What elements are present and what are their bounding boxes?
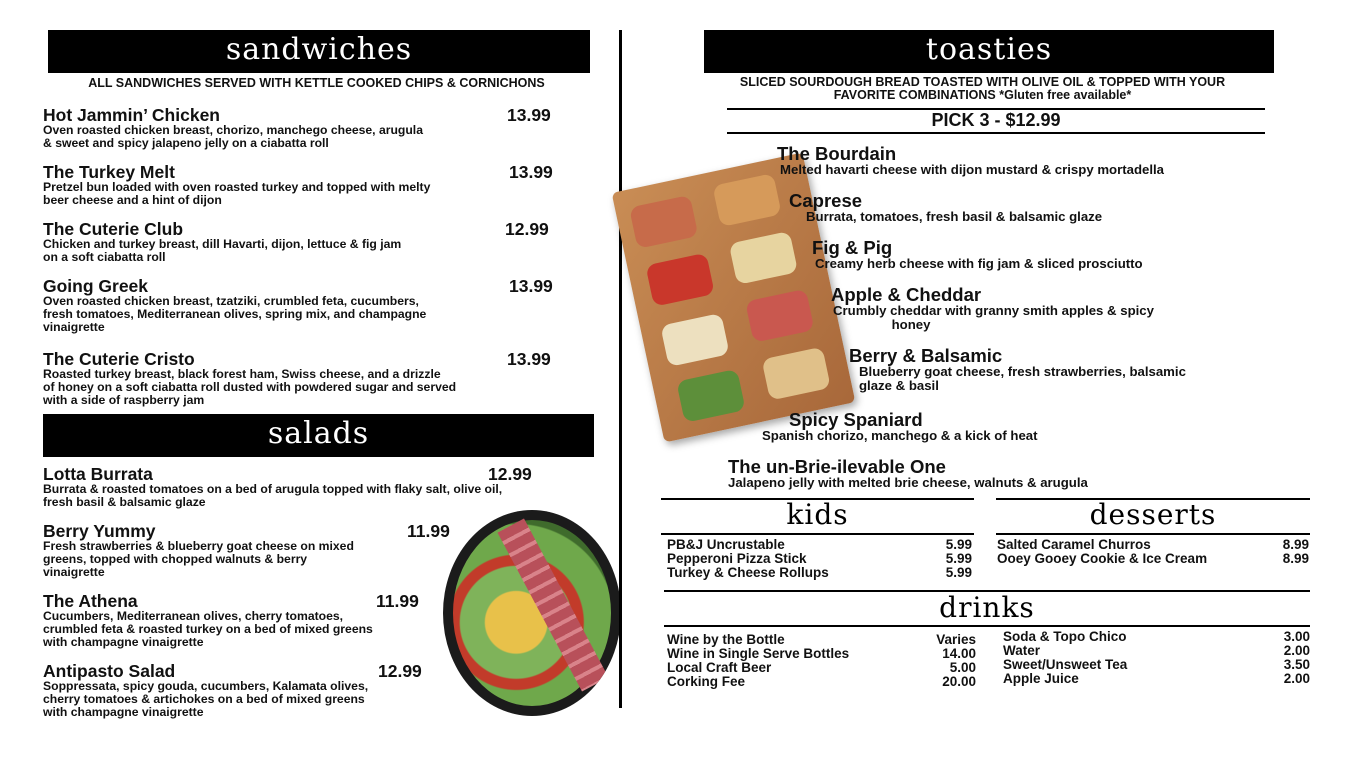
kids-bottom-rule	[661, 533, 974, 535]
item-name: Pepperoni Pizza Stick	[667, 551, 807, 566]
item-price: 8.99	[1282, 551, 1309, 566]
list-item	[1003, 644, 1310, 658]
item-name: The Cuterie Cristo	[43, 349, 195, 369]
desserts-title: desserts	[1089, 498, 1217, 531]
item-price: Varies	[936, 632, 976, 647]
item-price: 3.50	[1283, 657, 1310, 672]
column-divider	[619, 30, 622, 708]
sandwiches-subtitle: ALL SANDWICHES SERVED WITH KETTLE COOKED CHIPS & CORNICHONS	[88, 76, 545, 90]
item-price: 11.99	[376, 591, 419, 611]
list-item	[667, 566, 972, 580]
item-price: 13.99	[507, 105, 551, 125]
item-name: PB&J Uncrustable	[667, 537, 785, 552]
menu-item-salad	[43, 522, 463, 579]
item-name: Ooey Gooey Cookie & Ice Cream	[997, 551, 1208, 566]
list-item	[1003, 658, 1310, 672]
item-name: Going Greek	[43, 276, 149, 296]
item-name: The Athena	[43, 591, 138, 611]
list-item	[667, 675, 976, 689]
toastie-name: Apple & Cheddar	[831, 284, 982, 305]
list-item	[997, 552, 1309, 566]
toastie-description: Crumbly cheddar with granny smith apples & spicy honey	[833, 303, 1154, 332]
menu-item-salad	[43, 662, 463, 719]
sandwiches-banner	[48, 30, 590, 73]
kids-title: kids	[786, 498, 849, 531]
item-name: The Turkey Melt	[43, 162, 175, 182]
item-price: 13.99	[509, 162, 553, 182]
toastie-description: Spanish chorizo, manchego & a kick of heat	[762, 428, 1038, 443]
item-description: Chicken and turkey breast, dill Havarti, dijon, lettuce & fig jam on a soft ciabatta roll	[43, 237, 402, 264]
pick-three-price: PICK 3 - $12.99	[931, 110, 1061, 130]
sandwiches-title: sandwiches	[225, 32, 413, 67]
toastie-item	[812, 238, 1143, 271]
pick-bottom-rule	[727, 132, 1265, 134]
kids-list	[667, 538, 972, 580]
drinks-title: drinks	[939, 591, 1035, 624]
list-item	[667, 552, 972, 566]
item-description: Roasted turkey breast, black forest ham, Swiss cheese, and a drizzle of honey on a soft ciabatta roll dusted with powdered sugar and served with a side of raspberry jam	[43, 367, 457, 407]
drinks-list-left	[667, 633, 976, 689]
list-item	[997, 538, 1309, 552]
toastie-name: Caprese	[789, 190, 863, 211]
toastie-item	[831, 285, 1154, 332]
item-name: Turkey & Cheese Rollups	[667, 565, 829, 580]
item-price: 12.99	[378, 661, 422, 681]
item-description: Pretzel bun loaded with oven roasted turkey and topped with melty beer cheese and a hint of dijon	[43, 180, 431, 207]
item-name: Local Craft Beer	[667, 660, 772, 675]
item-price: 5.99	[945, 565, 972, 580]
menu-item-sandwich	[43, 106, 563, 150]
item-description: Burrata & roasted tomatoes on a bed of arugula topped with flaky salt, olive oil, fresh basil & balsamic glaze	[43, 482, 503, 509]
toastie-item	[789, 191, 1102, 224]
menu-item-sandwich	[43, 220, 563, 264]
list-item	[667, 661, 976, 675]
toasties-subtitle: SLICED SOURDOUGH BREAD TOASTED WITH OLIVE OIL & TOPPED WITH YOUR FAVORITE COMBINATIONS *Gluten free available*	[739, 75, 1226, 102]
toastie-item	[762, 410, 1038, 443]
item-description: Oven roasted chicken breast, chorizo, manchego cheese, arugula & sweet and spicy jalapeno jelly on a ciabatta roll	[43, 123, 423, 150]
item-price: 13.99	[509, 276, 553, 296]
toastie-item	[849, 346, 1186, 393]
salad-bowl-image	[443, 510, 621, 716]
list-item	[667, 647, 976, 661]
salads-title: salads	[267, 416, 370, 451]
item-name: Salted Caramel Churros	[997, 537, 1151, 552]
item-name: Sweet/Unsweet Tea	[1003, 657, 1128, 672]
toastie-name: The Bourdain	[777, 143, 897, 164]
toastie-name: Spicy Spaniard	[789, 409, 923, 430]
toastie-name: Berry & Balsamic	[849, 345, 1003, 366]
item-description: Soppressata, spicy gouda, cucumbers, Kalamata olives, cherry tomatoes & artichokes on a bed of mixed greens with champagne vinaigrette	[43, 679, 369, 719]
drinks-list-right	[1003, 630, 1310, 686]
item-price: 3.00	[1283, 629, 1310, 644]
item-price: 14.00	[942, 646, 976, 661]
item-name: Lotta Burrata	[43, 464, 153, 484]
item-price: 5.99	[945, 537, 972, 552]
list-item	[1003, 672, 1310, 686]
item-name: Water	[1003, 643, 1041, 658]
item-price: 8.99	[1282, 537, 1309, 552]
item-name: Wine in Single Serve Bottles	[667, 646, 850, 661]
list-item	[667, 633, 976, 647]
toastie-description: Jalapeno jelly with melted brie cheese, walnuts & arugula	[728, 475, 1088, 490]
item-name: Antipasto Salad	[43, 661, 176, 681]
menu-item-sandwich	[43, 350, 563, 407]
toastie-item	[777, 144, 1164, 177]
toastie-description: Blueberry goat cheese, fresh strawberries, balsamic glaze & basil	[859, 364, 1186, 393]
item-price: 2.00	[1283, 671, 1310, 686]
menu-item-sandwich	[43, 277, 563, 334]
menu-item-salad	[43, 465, 603, 509]
list-item	[1003, 630, 1310, 644]
item-description: Cucumbers, Mediterranean olives, cherry tomatoes, crumbled feta & roasted turkey on a bed of mixed greens with champagne vinaigrette	[43, 609, 373, 649]
item-price: 20.00	[942, 674, 976, 689]
item-description: Oven roasted chicken breast, tzatziki, crumbled feta, cucumbers, fresh tomatoes, Mediterranean olives, spring mix, and champagne vinaigrette	[43, 294, 427, 334]
item-price: 12.99	[488, 464, 532, 484]
item-name: Corking Fee	[667, 674, 746, 689]
desserts-bottom-rule	[996, 533, 1310, 535]
toasties-banner	[704, 30, 1274, 73]
toastie-description: Creamy herb cheese with fig jam & sliced prosciutto	[815, 256, 1143, 271]
item-price: 13.99	[507, 349, 551, 369]
item-description: Fresh strawberries & blueberry goat cheese on mixed greens, topped with chopped walnuts & berry vinaigrette	[43, 539, 354, 579]
toasties-title: toasties	[925, 32, 1053, 67]
item-price: 5.99	[945, 551, 972, 566]
toastie-name: Fig & Pig	[812, 237, 893, 258]
toastie-description: Melted havarti cheese with dijon mustard & crispy mortadella	[780, 162, 1165, 177]
item-price: 5.00	[949, 660, 976, 675]
list-item	[667, 538, 972, 552]
desserts-list	[997, 538, 1309, 566]
item-name: Wine by the Bottle	[667, 632, 785, 647]
item-name: Hot Jammin’ Chicken	[43, 105, 220, 125]
item-name: Apple Juice	[1003, 671, 1079, 686]
drinks-bottom-rule	[664, 625, 1310, 627]
item-price: 11.99	[407, 521, 450, 541]
item-name: Soda & Topo Chico	[1003, 629, 1127, 644]
item-name: The Cuterie Club	[43, 219, 184, 239]
toastie-item	[728, 457, 1088, 490]
toastie-description: Burrata, tomatoes, fresh basil & balsamic glaze	[806, 209, 1103, 224]
salads-banner	[43, 414, 594, 457]
menu-item-sandwich	[43, 163, 563, 207]
toastie-name: The un-Brie-ilevable One	[728, 456, 946, 477]
menu-item-salad	[43, 592, 463, 649]
item-price: 2.00	[1283, 643, 1310, 658]
item-price: 12.99	[505, 219, 549, 239]
item-name: Berry Yummy	[43, 521, 156, 541]
